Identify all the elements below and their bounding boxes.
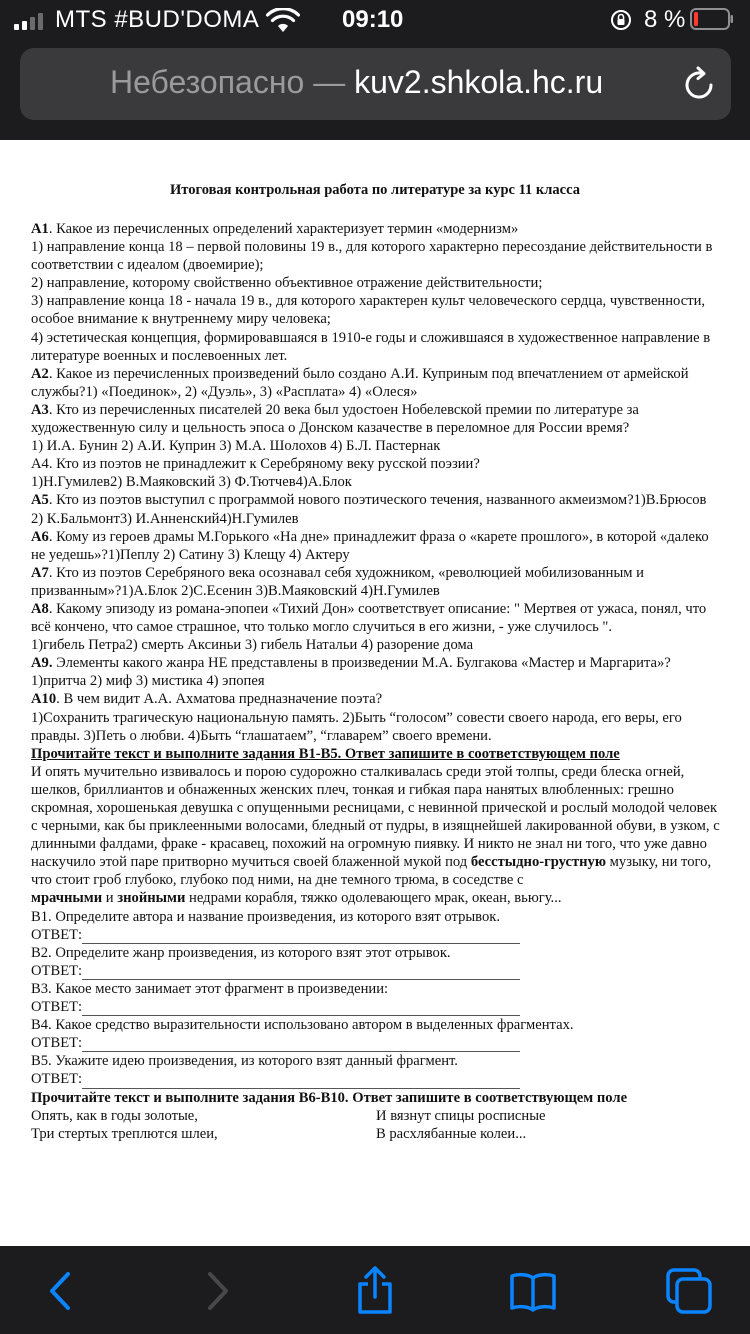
section-heading-b6-b10: Прочитайте текст и выполните задания В6-В10. Ответ запишите в соответствующем поле — [31, 1089, 628, 1106]
question-a5 — [31, 491, 721, 527]
document-title: Итоговая контрольная работа по литературе за курс 11 класса — [170, 182, 580, 198]
web-page — [0, 140, 750, 1246]
poem-line: И вязнут спицы росписные — [376, 1107, 546, 1124]
carrier-name: MTS #BUD'DOMA — [55, 6, 260, 33]
answer-row — [31, 962, 721, 980]
battery-icon — [690, 8, 734, 30]
browser-toolbar — [0, 1246, 750, 1334]
answer-line — [82, 929, 520, 944]
passage-highlight: знойными — [117, 890, 186, 907]
poem-left-column — [31, 1107, 376, 1143]
question-a6 — [31, 528, 721, 564]
question-a7 — [31, 564, 721, 600]
question-text: . Какое из перечисленных определений характеризует термин «модернизм» — [48, 221, 519, 237]
answer-label: ОТВЕТ: — [31, 1071, 83, 1088]
poem-line: Опять, как в годы золотые, — [31, 1107, 198, 1124]
answer-label: ОТВЕТ: — [31, 926, 83, 943]
passage-text: и — [102, 890, 118, 907]
question-a4: А4. Кто из поэтов не принадлежит к Серебряному веку русской поэзии? — [31, 456, 480, 473]
url-separator: — — [304, 64, 355, 100]
section-heading-b1-b5: Прочитайте текст и выполните задания В1-В5. Ответ запишите в соответствующем поле — [31, 745, 620, 762]
question-a9 — [31, 654, 721, 690]
option-line: 2) направление, которому свойственно объективное отражение действительности; — [31, 275, 543, 292]
answer-row — [31, 1034, 721, 1052]
forward-icon[interactable] — [192, 1266, 242, 1316]
poem-line: В расхлябанные колеи... — [376, 1125, 527, 1142]
question-label: А7 — [31, 564, 49, 581]
answer-line — [82, 1074, 520, 1089]
question-text: . Какому эпизоду из романа-эпопеи «Тихий Дон» соответствует описание: " Мертвея от ужаса, понял, что всё кончено, что самое страшное, что только могло случиться в его жизни, - уже случилось ". — [31, 600, 707, 636]
battery-percentage: 8 % — [644, 6, 686, 33]
answer-row — [31, 998, 721, 1016]
option-line: 1)Сохранить трагическую национальную память. 2)Быть “голосом” совести своего народа, его веры, его правды. 3)Петь о любви. 4)Быть “глашатаем”, “главарем” своего времени. — [31, 709, 682, 744]
question-text: . Кто из поэтов выступил с программой нового поэтического течения, названного акмеизмом?1)В.Брюсов 2) К.Бальмонт3) И.Анненский4)Н.Гумилев — [31, 492, 707, 527]
answer-row — [31, 926, 721, 944]
document-body — [31, 220, 721, 1143]
option-line: 1) направление конца 18 – первой половины 19 в., для которого характерно пересоздание действительности в соответствии с идеалом (двоемирие); — [31, 239, 713, 274]
question-label: А1 — [31, 221, 49, 237]
question-b5: В5. Укажите идею произведения, из которого взят данный фрагмент. — [31, 1053, 458, 1070]
poem-right-column — [376, 1107, 721, 1143]
option-line: 1) И.А. Бунин 2) А.И. Куприн 3) М.А. Шолохов 4) Б.Л. Пастернак — [31, 438, 441, 455]
status-bar — [0, 0, 750, 40]
question-a8 — [31, 600, 721, 636]
answer-label: ОТВЕТ: — [31, 1035, 83, 1052]
question-label: А5 — [31, 492, 49, 509]
passage — [31, 763, 721, 908]
question-text: . Кто из поэтов Серебряного века осознавал себя художником, «революцией мобилизованным и призванным»?1)А.Блок 2)С.Есенин 3)В.Маяковский 4)Н.Гумилев — [31, 564, 644, 599]
question-label: А3 — [31, 401, 49, 418]
passage-highlight: мрачными — [31, 890, 103, 907]
wifi-icon — [266, 8, 300, 34]
address-bar[interactable] — [20, 48, 731, 120]
question-label: А10 — [31, 691, 57, 708]
option-line: 1)Н.Гумилев2) В.Маяковский 3) Ф.Тютчев4)А.Блок — [31, 474, 352, 491]
answer-label: ОТВЕТ: — [31, 999, 83, 1016]
question-text: . Кто из перечисленных писателей 20 века был удостоен Нобелевской премии по литературе за художественную силу и цельность эпоса о Донском казачестве в переломное для России время? — [31, 401, 639, 437]
question-label: А8 — [31, 600, 49, 617]
question-b4: В4. Какое средство выразительности использовано автором в выделенных фрагментах. — [31, 1017, 574, 1034]
cellular-signal-icon — [14, 12, 43, 30]
passage-text: И опять мучительно извивалось и порою судорожно сталкивалась среди этой толпы, среди блеска огней, шелков, бриллиантов и обнаженных женских плеч, тонкая и гибкая пара нанятых влюбленных: грешно скромная, хорошенькая девушка с опущенными ресницами, с невинной прической и рослый молодой человек с черными, как бы приклеенными волосами, бледный от пудры, в изящнейшей лакированной обуви, в узком, с длинными фалдами, фраке - красавец, похожий на огромную пиявку. И никто не знал ни того, что уже давно наскучило этой паре притворно мучиться своей блаженной мукой под — [31, 763, 720, 871]
share-icon[interactable] — [350, 1266, 400, 1316]
question-text: . Какое из перечисленных произведений было создано А.И. Куприным под впечатлением от армейской службы?1) «Поединок», 2) «Дуэль», 3) «Расплата» 4) «Олеся» — [31, 365, 689, 400]
option-line: 4) эстетическая концепция, формировавшаяся в 1910-е годы и сложившаяся в художественное направление в литературе военных и послевоенных лет. — [31, 329, 711, 364]
option-line: 3) направление конца 18 - начала 19 в., для которого характерен культ человеческого сердца, чувственности, особое внимание к внутреннему миру человека; — [31, 293, 706, 328]
question-b1: В1. Определите автора и название произведения, из которого взят отрывок. — [31, 908, 501, 925]
bookmarks-icon[interactable] — [508, 1266, 558, 1316]
clock: 09:10 — [342, 6, 404, 33]
question-b3: В3. Какое место занимает этот фрагмент в произведении: — [31, 980, 389, 997]
insecure-label: Небезопасно — [110, 64, 305, 100]
reload-icon[interactable] — [680, 66, 718, 104]
question-a10 — [31, 690, 721, 708]
url-domain: kuv2.shkola.hc.ru — [354, 64, 604, 100]
question-text: . Кому из героев драмы М.Горького «На дне» принадлежит фраза о «карете прошлого», в которой «далеко не уедешь»?1)Пеплу 2) Сатину 3) Клещу 4) Актеру — [31, 528, 709, 563]
answer-line — [82, 965, 520, 980]
answer-row — [31, 1070, 721, 1088]
question-a2 — [31, 365, 721, 401]
answer-label: ОТВЕТ: — [31, 962, 83, 979]
question-a1 — [31, 220, 721, 238]
question-b2: В2. Определите жанр произведения, из которого взят этот отрывок. — [31, 944, 451, 961]
orientation-lock-icon — [610, 9, 632, 31]
tabs-icon[interactable] — [664, 1266, 714, 1316]
passage-text: недрами корабля, тяжко одолевающего мрак, океан, вьюгу... — [185, 890, 562, 907]
url-text[interactable] — [110, 64, 603, 101]
question-label: А6 — [31, 528, 49, 545]
answer-line — [82, 1037, 520, 1052]
question-label: А9. — [31, 655, 53, 672]
back-icon[interactable] — [36, 1266, 86, 1316]
answer-line — [82, 1001, 520, 1016]
question-label: А2 — [31, 365, 49, 382]
question-text: Элементы какого жанра НЕ представлены в произведении М.А. Булгакова «Мастер и Маргарита»?1)притча 2) миф 3) мистика 4) эпопея — [31, 655, 671, 690]
question-a3 — [31, 401, 721, 437]
option-line: 1)гибель Петра2) смерть Аксиньи 3) гибель Натальи 4) разорение дома — [31, 637, 474, 654]
passage-text: музыку, ни того, что стоит гроб глубоко, глубоко под ними, на дне темного трюма, в соседстве с — [31, 854, 712, 889]
question-text: . В чем видит А.А. Ахматова предназначение поэта? — [56, 691, 383, 708]
passage-highlight: бесстыдно-грустную — [470, 854, 607, 871]
poem-line: Три стертых треплются шлеи, — [31, 1125, 218, 1142]
poem-excerpt — [31, 1107, 721, 1143]
